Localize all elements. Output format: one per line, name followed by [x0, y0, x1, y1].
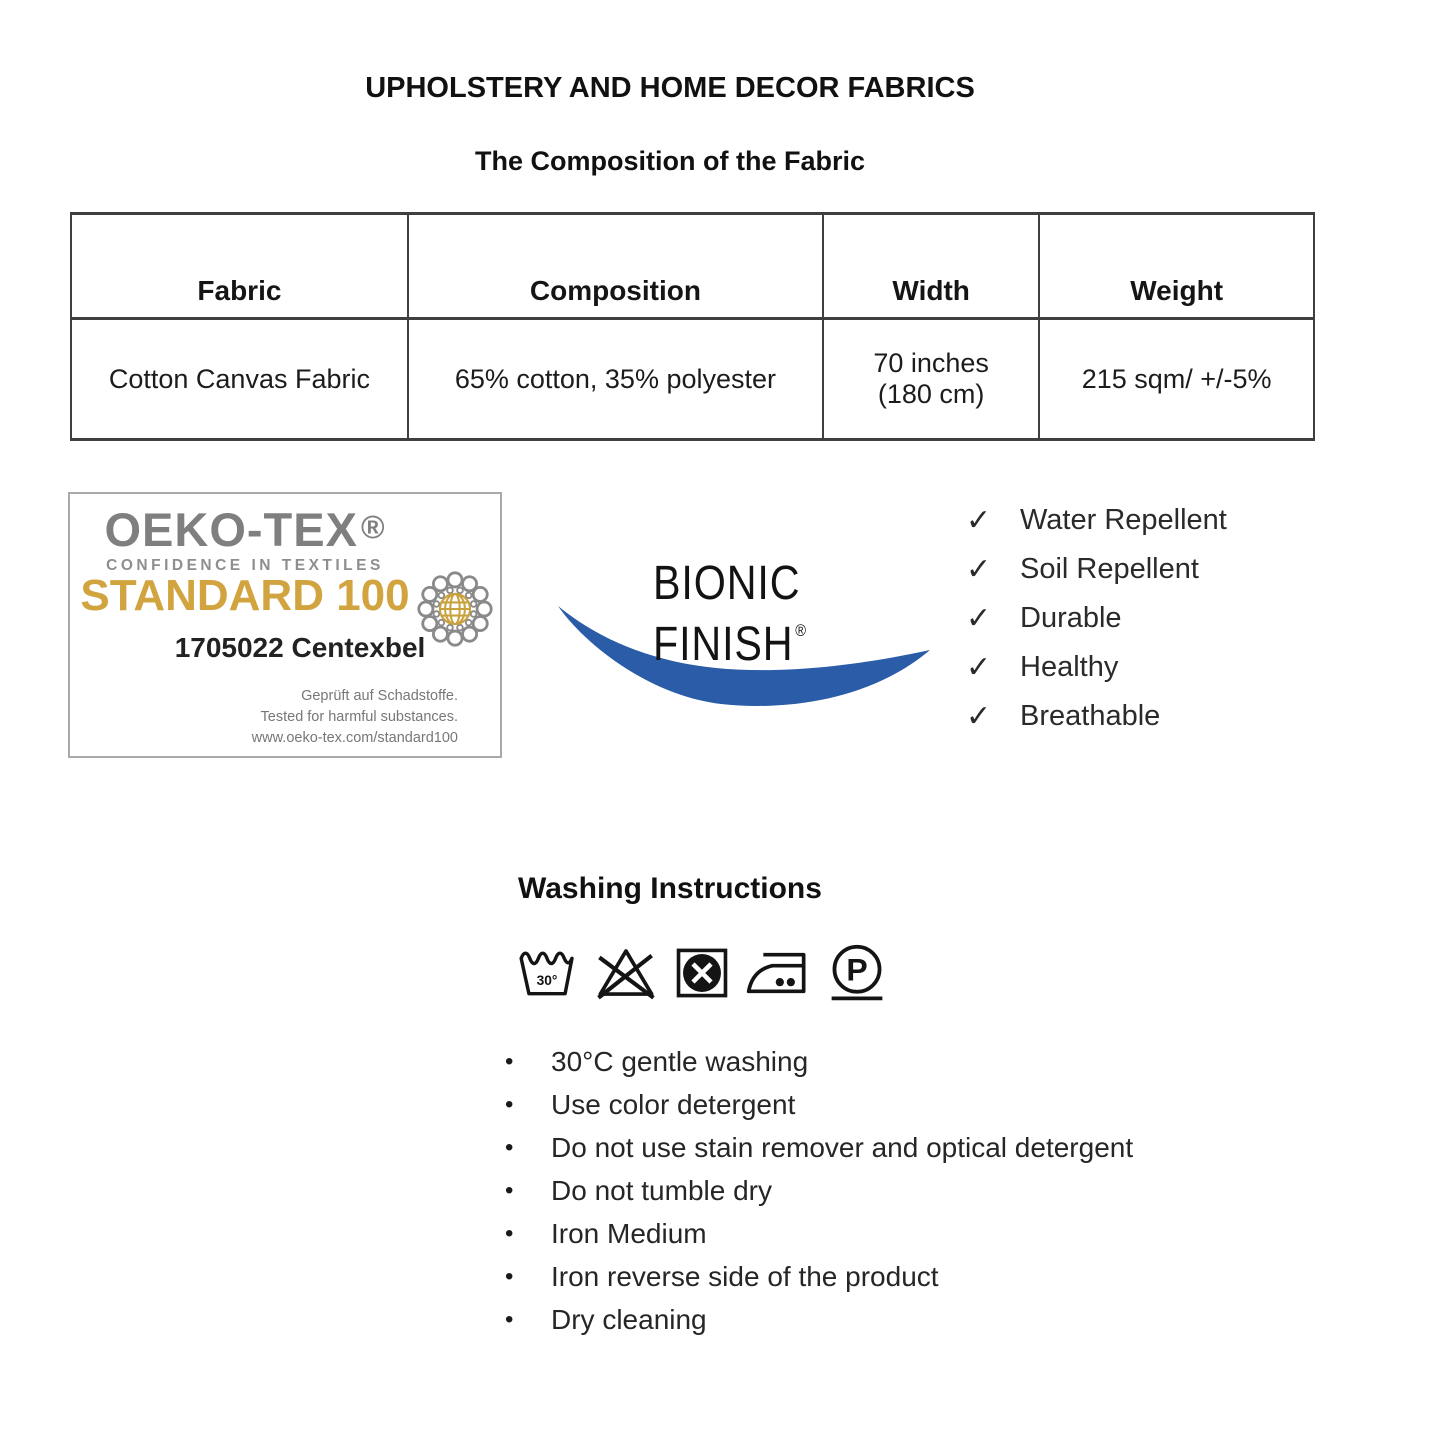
- bullet-icon: •: [505, 1176, 514, 1204]
- check-icon: ✓: [966, 504, 992, 537]
- instruction-text: 30°C gentle washing: [551, 1045, 809, 1077]
- oeko-tex-certification-label: [68, 492, 502, 758]
- list-item: [505, 1255, 1133, 1298]
- bullet-icon: •: [505, 1219, 514, 1247]
- oeko-brand-name: OEKO-TEX: [104, 503, 358, 556]
- bullet-icon: •: [505, 1262, 514, 1290]
- instruction-text: Use color detergent: [551, 1088, 796, 1120]
- svg-text:P: P: [846, 951, 868, 988]
- cell-width: [823, 319, 1039, 440]
- feature-label: Healthy: [1020, 651, 1119, 683]
- washing-instruction-list: [505, 1040, 1133, 1341]
- instruction-text: Dry cleaning: [551, 1303, 707, 1335]
- feature-item: [966, 692, 1227, 741]
- list-item: [505, 1298, 1133, 1341]
- bullet-icon: •: [505, 1305, 514, 1333]
- registered-trademark-icon: ®: [360, 509, 386, 545]
- do-not-tumble-dry-icon: [674, 945, 730, 1001]
- bullet-icon: •: [505, 1047, 514, 1075]
- feature-list: [966, 496, 1227, 741]
- finish-word: FINISH: [653, 618, 794, 671]
- cell-fabric: Cotton Canvas Fabric: [71, 319, 408, 440]
- feature-label: Durable: [1020, 602, 1122, 634]
- instruction-text: Iron Medium: [551, 1217, 707, 1249]
- composition-table: [70, 212, 1315, 441]
- oeko-tagline: CONFIDENCE IN TEXTILES: [106, 557, 384, 574]
- width-line-1: 70 inches: [873, 348, 989, 378]
- page-title: UPHOLSTERY AND HOME DECOR FABRICS: [365, 72, 975, 104]
- bullet-icon: •: [505, 1133, 514, 1161]
- list-item: [505, 1212, 1133, 1255]
- width-line-2: (180 cm): [877, 379, 985, 409]
- bullet-icon: •: [505, 1090, 514, 1118]
- care-symbols-row: [516, 942, 888, 1004]
- iron-medium-icon: [745, 947, 811, 999]
- column-header-fabric: Fabric: [71, 214, 408, 319]
- check-icon: ✓: [966, 651, 992, 684]
- feature-item: [966, 594, 1227, 643]
- list-item: [505, 1169, 1133, 1212]
- feature-item: [966, 545, 1227, 594]
- svg-text:30°: 30°: [536, 973, 558, 989]
- feature-label: Soil Repellent: [1020, 553, 1199, 585]
- wash-30-icon: [516, 944, 578, 1002]
- oeko-note-english: Tested for harmful substances.: [260, 709, 458, 725]
- instruction-text: Iron reverse side of the product: [551, 1260, 939, 1292]
- column-header-composition: Composition: [408, 214, 823, 319]
- feature-item: [966, 643, 1227, 692]
- column-header-width: Width: [823, 214, 1039, 319]
- feature-item: [966, 496, 1227, 545]
- check-icon: ✓: [966, 553, 992, 586]
- list-item: [505, 1083, 1133, 1126]
- bionic-finish-logo: [556, 552, 942, 720]
- instruction-text: Do not tumble dry: [551, 1174, 772, 1206]
- do-not-bleach-icon: [593, 944, 659, 1002]
- oeko-standard-100: STANDARD 100: [80, 571, 410, 620]
- column-header-weight: Weight: [1039, 214, 1314, 319]
- oeko-website: www.oeko-tex.com/standard100: [251, 730, 458, 746]
- oeko-notes: [252, 686, 458, 749]
- washing-instructions-title: Washing Instructions: [518, 872, 822, 905]
- oeko-certificate-number: 1705022 Centexbel: [174, 632, 426, 663]
- oeko-tex-logo-text: [80, 502, 410, 557]
- cell-weight: 215 sqm/ +/-5%: [1039, 319, 1314, 440]
- feature-label: Water Repellent: [1020, 504, 1227, 536]
- check-icon: ✓: [966, 700, 992, 733]
- table-header-row: [71, 214, 1314, 319]
- feature-label: Breathable: [1020, 700, 1161, 732]
- list-item: [505, 1040, 1133, 1083]
- bionic-word: BIONIC: [653, 557, 801, 610]
- section-title-composition: The Composition of the Fabric: [475, 146, 865, 176]
- table-row: [71, 319, 1314, 440]
- cell-composition: 65% cotton, 35% polyester: [408, 319, 823, 440]
- dry-clean-p-icon: [826, 942, 888, 1004]
- list-item: [505, 1126, 1133, 1169]
- check-icon: ✓: [966, 602, 992, 635]
- bionic-finish-wordmark: [653, 557, 807, 671]
- instruction-text: Do not use stain remover and optical detergent: [551, 1131, 1134, 1163]
- oeko-note-german: Geprüft auf Schadstoffe.: [301, 688, 458, 704]
- registered-trademark-icon: ®: [795, 621, 807, 640]
